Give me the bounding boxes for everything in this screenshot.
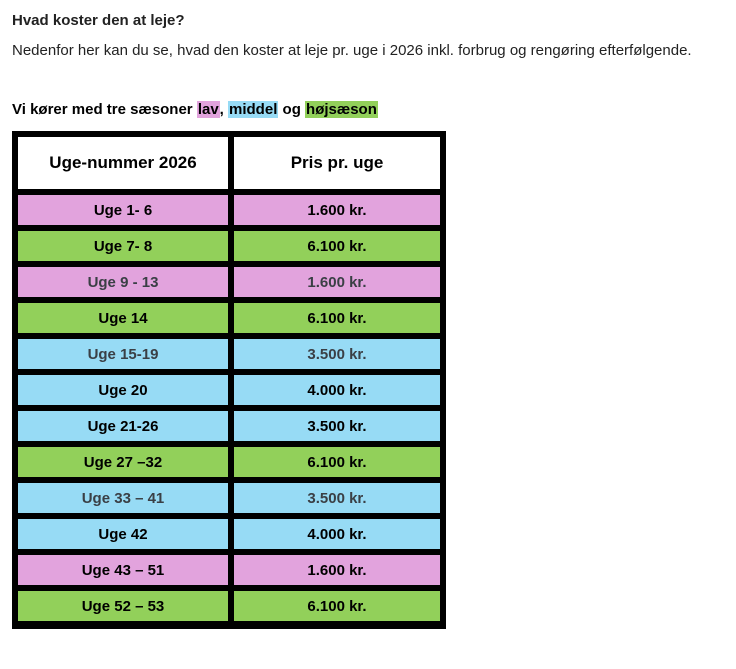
table-cell-price: 6.100 kr. <box>234 231 440 261</box>
table-cell-week: Uge 14 <box>18 303 228 333</box>
table-cell-price: 1.600 kr. <box>234 267 440 297</box>
season-separator: , <box>219 101 229 118</box>
table-cell-week: Uge 21-26 <box>18 411 228 441</box>
table-cell-price: 1.600 kr. <box>234 195 440 225</box>
table-cell-week: Uge 43 – 51 <box>18 555 228 585</box>
table-cell-week: Uge 33 – 41 <box>18 483 228 513</box>
table-cell-week: Uge 15-19 <box>18 339 228 369</box>
table-cell-week: Uge 20 <box>18 375 228 405</box>
season-mid-label: middel <box>229 101 278 118</box>
table-cell-price: 3.500 kr. <box>234 411 440 441</box>
table-cell-week: Uge 42 <box>18 519 228 549</box>
table-cell-week: Uge 9 - 13 <box>18 267 228 297</box>
table-cell-week: Uge 52 – 53 <box>18 591 228 621</box>
table-cell-price: 3.500 kr. <box>234 483 440 513</box>
table-cell-price: 6.100 kr. <box>234 447 440 477</box>
table-cell-price: 1.600 kr. <box>234 555 440 585</box>
table-cell-price: 6.100 kr. <box>234 591 440 621</box>
table-cell-price: 6.100 kr. <box>234 303 440 333</box>
season-high-label: højsæson <box>306 101 377 118</box>
page-heading: Hvad koster den at leje? <box>12 12 185 29</box>
season-legend <box>12 101 378 118</box>
price-table <box>12 131 446 629</box>
season-separator: og <box>278 101 306 118</box>
table-header-week: Uge-nummer 2026 <box>18 137 228 189</box>
table-cell-week: Uge 1- 6 <box>18 195 228 225</box>
table-cell-week: Uge 27 –32 <box>18 447 228 477</box>
season-low-label: lav <box>197 101 219 118</box>
table-header-price: Pris pr. uge <box>234 137 440 189</box>
table-cell-price: 3.500 kr. <box>234 339 440 369</box>
table-cell-price: 4.000 kr. <box>234 375 440 405</box>
table-cell-week: Uge 7- 8 <box>18 231 228 261</box>
season-legend-prefix: Vi kører med tre sæsoner <box>12 101 197 118</box>
table-cell-price: 4.000 kr. <box>234 519 440 549</box>
intro-text: Nedenfor her kan du se, hvad den koster at leje pr. uge i 2026 inkl. forbrug og rengøring efterfølgende. <box>12 42 692 59</box>
